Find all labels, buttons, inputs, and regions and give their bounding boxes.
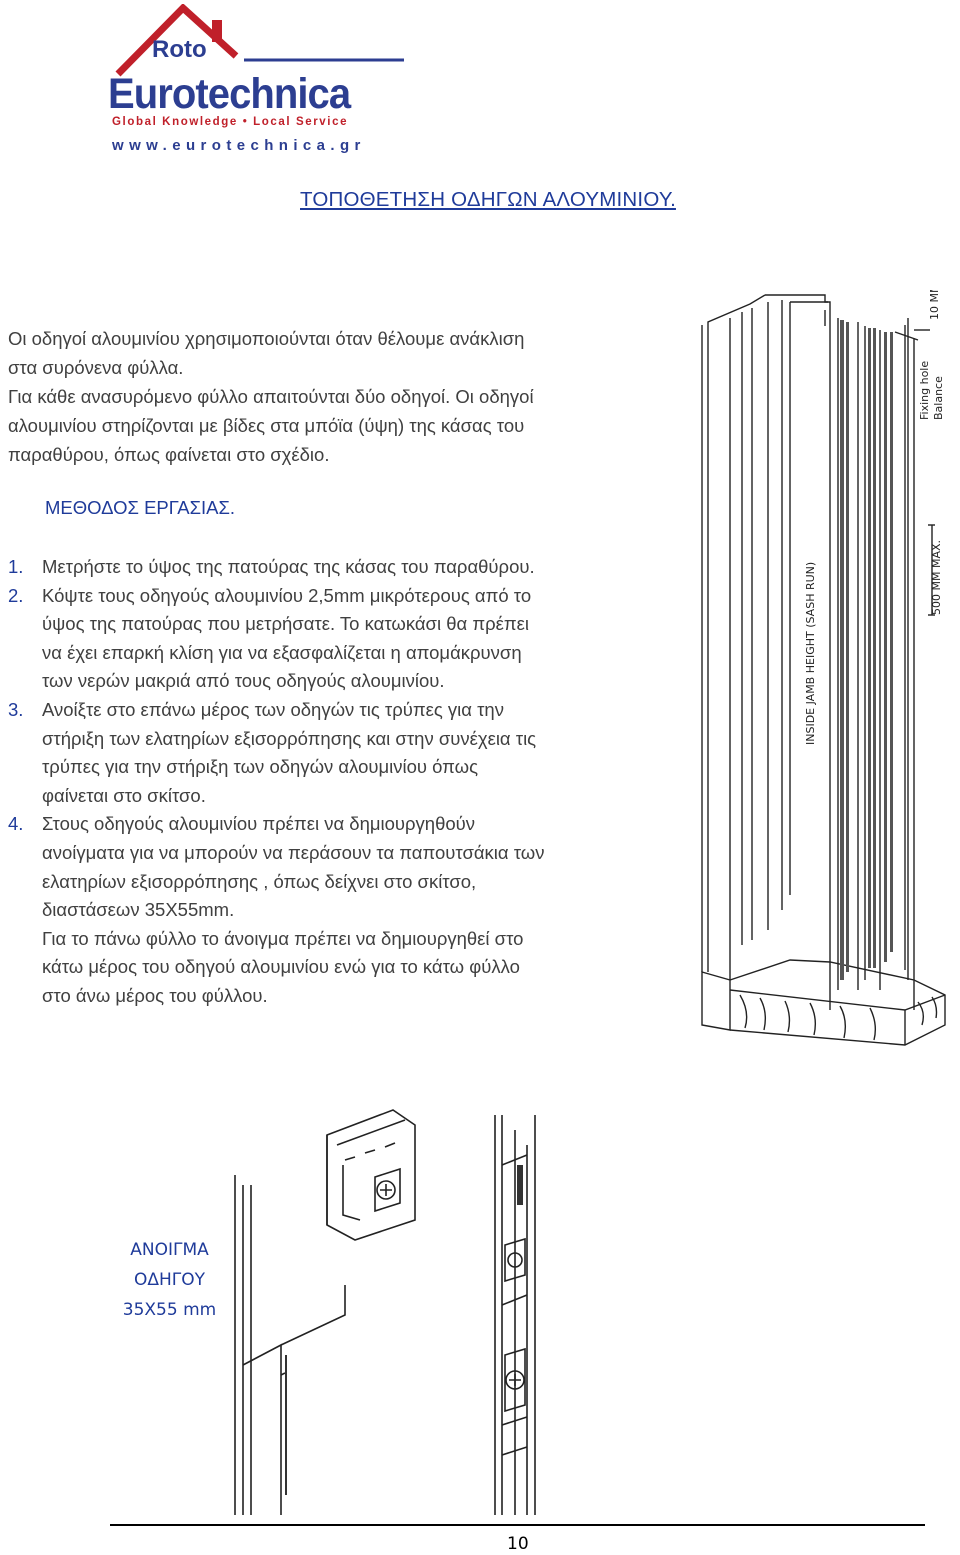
step-line: ύψος της πατούρας που μετρήσατε. Το κατωκάσι θα πρέπει xyxy=(42,613,529,635)
step-line: ελατηρίων εξισορρόπησης , όπως δείχνει στο σκίτσο, xyxy=(42,870,477,892)
opening-annotation xyxy=(112,1235,227,1325)
step-line: Στους οδηγούς αλουμινίου πρέπει να δημιουργηθούν xyxy=(42,813,476,835)
logo-website[interactable]: www.eurotechnica.gr xyxy=(112,137,366,154)
step-line: στήριξη των ελατηρίων εξισορρόπησης και στην συνέχεια τις xyxy=(42,727,537,749)
intro-line: αλουμινίου στηρίζονται με βίδες στα μπόϊα (ύψη) της κάσας του xyxy=(8,415,525,436)
step-line: Μετρήστε το ύψος της πατούρας της κάσας του παραθύρου. xyxy=(42,556,535,577)
step-line: Ανοίξτε στο επάνω μέρος των οδηγών τις τρύπες για την xyxy=(42,698,504,720)
step-line: να έχει επαρκή κλίση για να εξασφαλίζεται η απομάκρυνση xyxy=(42,641,522,663)
step-line: φαίνεται στο σκίτσο. xyxy=(42,784,206,806)
annotation-line: 35Χ55 mm xyxy=(122,1300,217,1320)
annotation-line: ΑΝΟΙΓΜΑ xyxy=(130,1240,209,1260)
label-fixing-hole: Fixing hole xyxy=(918,360,931,420)
window-frame-drawing xyxy=(690,290,952,1050)
window-frame-diagram xyxy=(690,290,952,1050)
note-line: Για το πάνω φύλλο το άνοιγμα πρέπει να δημιουργηθεί στο xyxy=(42,927,524,949)
list-item xyxy=(8,553,545,582)
annotation-line: ΟΔΗΓΟΥ xyxy=(133,1270,206,1290)
intro-line: παραθύρου, όπως φαίνεται στο σχέδιο. xyxy=(8,444,330,465)
label-500mm-max: 500 MM MAX. xyxy=(930,539,943,615)
step-line: ανοίγματα για να μπορούν να περάσουν τα παπουτσάκια των xyxy=(42,841,545,863)
logo-tagline: Global Knowledge • Local Service xyxy=(112,116,349,128)
step-number: 4. xyxy=(8,813,24,835)
step-number: 3. xyxy=(8,698,24,720)
intro-line: Οι οδηγοί αλουμινίου χρησιμοποιούνται όταν θέλουμε ανάκλιση xyxy=(8,328,525,349)
list-item xyxy=(8,582,545,696)
extra-note xyxy=(8,925,545,1011)
label-10mm: 10 MM xyxy=(928,290,941,320)
page-title: ΤΟΠΟΘΕΤΗΣΗ ΟΔΗΓΩΝ ΑΛΟΥΜΙΝΙΟΥ. xyxy=(300,188,676,211)
steps-list xyxy=(8,553,545,1011)
method-heading: ΜΕΘΟΔΟΣ ΕΡΓΑΣΙΑΣ. xyxy=(45,497,236,518)
footer-divider xyxy=(110,1524,925,1526)
note-line: στο άνω μέρος του φύλλου. xyxy=(42,984,268,1006)
step-number: 1. xyxy=(8,556,24,577)
step-number: 2. xyxy=(8,584,24,606)
guide-detail-drawing xyxy=(225,1105,565,1525)
logo-brand-main: Eurotechnica xyxy=(108,70,351,118)
intro-line: στα συρόνενα φύλλα. xyxy=(8,357,184,378)
label-inside-jamb-height: INSIDE JAMB HEIGHT (SASH RUN) xyxy=(804,561,817,745)
guide-detail-diagram xyxy=(225,1105,565,1525)
list-item xyxy=(8,810,545,924)
step-line: διαστάσεων 35Χ55mm. xyxy=(42,899,235,921)
intro-line: Για κάθε ανασυρόμενο φύλλο απαιτούνται δύο οδηγοί. Οι οδηγοί xyxy=(8,386,534,407)
note-line: κάτω μέρος του οδηγού αλουμινίου ενώ για το κάτω φύλλο xyxy=(42,956,520,978)
step-line: των νερών μακριά από τους οδηγούς αλουμινίου. xyxy=(42,670,445,692)
logo-brand-top: Roto xyxy=(152,36,207,63)
step-line: Κόψτε τους οδηγούς αλουμινίου 2,5mm μικρότερους από το xyxy=(42,584,532,606)
page-number: 10 xyxy=(507,1534,529,1554)
list-item xyxy=(8,696,545,810)
step-line: τρύπες για την στήριξη των οδηγών αλουμινίου όπως xyxy=(42,756,479,778)
label-balance: Balance xyxy=(932,376,945,420)
intro-paragraph xyxy=(8,324,534,469)
